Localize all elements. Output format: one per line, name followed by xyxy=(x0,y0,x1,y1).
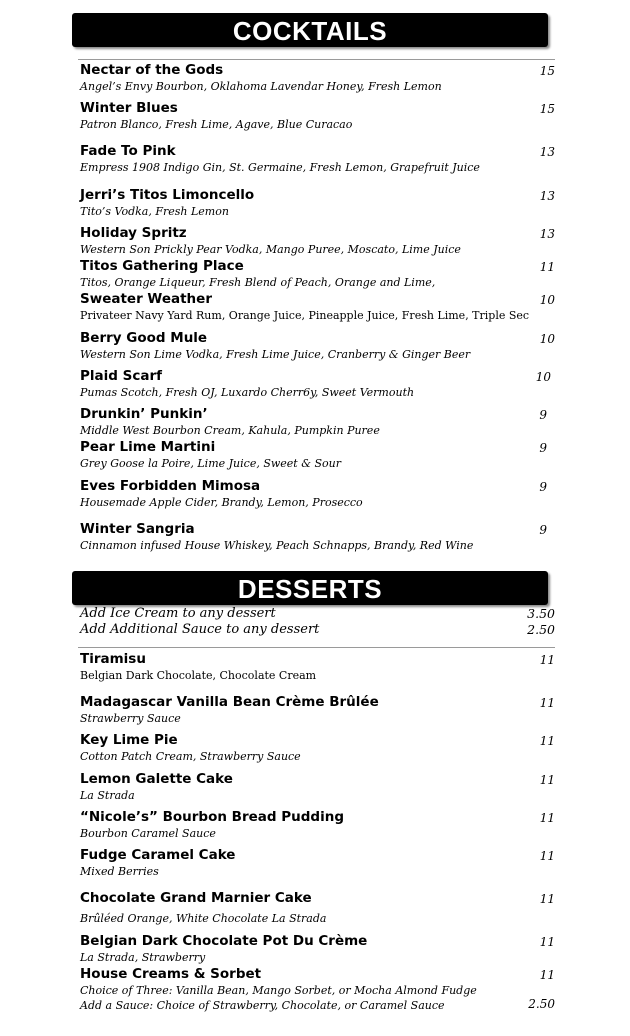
item-description: Choice of Three: Vanilla Bean, Mango Sorbet, or Mocha Almond Fudge xyxy=(80,984,477,997)
addon-price: 3.50 xyxy=(527,606,555,621)
menu-item xyxy=(80,291,555,323)
item-name: Winter Blues xyxy=(80,100,178,116)
item-price: 11 xyxy=(539,773,555,787)
item-price: 11 xyxy=(539,811,555,825)
menu-item xyxy=(80,330,555,362)
menu-item xyxy=(80,809,555,841)
item-price: 9 xyxy=(539,408,547,422)
menu-item xyxy=(80,368,555,400)
item-name: Jerri’s Titos Limoncello xyxy=(80,187,255,203)
item-price: 11 xyxy=(539,260,555,274)
addon-text: Add Ice Cream to any dessert xyxy=(80,606,276,621)
menu-item xyxy=(80,521,555,553)
addon-price: 2.50 xyxy=(527,622,555,637)
item-description: Strawberry Sauce xyxy=(80,712,181,725)
item-price: 13 xyxy=(539,227,555,241)
item-description: Bourbon Caramel Sauce xyxy=(80,827,216,840)
item-name: Key Lime Pie xyxy=(80,732,178,748)
menu-item xyxy=(80,100,555,132)
desserts-header: DESSERTS xyxy=(72,571,548,605)
addon-line xyxy=(80,606,555,622)
item-description: Patron Blanco, Fresh Lime, Agave, Blue Curacao xyxy=(80,118,353,131)
menu-item xyxy=(80,732,555,764)
item-description: Housemade Apple Cider, Brandy, Lemon, Prosecco xyxy=(80,496,363,509)
item-price: 11 xyxy=(539,734,555,748)
item-price: 10 xyxy=(539,332,555,346)
menu-item xyxy=(80,694,555,726)
item-price: 9 xyxy=(539,523,547,537)
sauce-addon-text: Add a Sauce: Choice of Strawberry, Chocolate, or Caramel Sauce xyxy=(80,999,445,1012)
item-description: Belgian Dark Chocolate, Chocolate Cream xyxy=(80,669,317,682)
item-price: 10 xyxy=(535,370,551,384)
item-description: Western Son Lime Vodka, Fresh Lime Juice, Cranberry & Ginger Beer xyxy=(80,348,471,361)
item-description: Cinnamon infused House Whiskey, Peach Schnapps, Brandy, Red Wine xyxy=(80,539,474,552)
item-description: La Strada, Strawberry xyxy=(80,951,206,964)
menu-item xyxy=(80,966,555,998)
item-price: 11 xyxy=(539,892,555,906)
menu-item xyxy=(80,933,555,965)
item-description: Western Son Prickly Pear Vodka, Mango Puree, Moscato, Lime Juice xyxy=(80,243,461,256)
item-name: Drunkin’ Punkin’ xyxy=(80,406,208,422)
item-name: Belgian Dark Chocolate Pot Du Crème xyxy=(80,933,368,949)
item-price: 9 xyxy=(539,480,547,494)
item-name: Titos Gathering Place xyxy=(80,258,244,274)
item-price: 11 xyxy=(539,696,555,710)
menu-item xyxy=(80,478,555,510)
item-name: Sweater Weather xyxy=(80,291,212,307)
menu-item xyxy=(80,890,555,926)
item-price: 11 xyxy=(539,849,555,863)
addon-line xyxy=(80,622,555,638)
item-description: Mixed Berries xyxy=(80,865,159,878)
item-name: Holiday Spritz xyxy=(80,225,187,241)
menu-item xyxy=(80,406,555,438)
item-description: Tito’s Vodka, Fresh Lemon xyxy=(80,205,229,218)
item-name: Chocolate Grand Marnier Cake xyxy=(80,890,312,906)
menu-item xyxy=(80,439,555,471)
item-description: La Strada xyxy=(80,789,135,802)
sauce-addon-price: 2.50 xyxy=(528,997,555,1011)
item-description: Angel’s Envy Bourbon, Oklahoma Lavendar Honey, Fresh Lemon xyxy=(80,80,442,93)
item-name: Tiramisu xyxy=(80,651,146,667)
item-description: Empress 1908 Indigo Gin, St. Germaine, Fresh Lemon, Grapefruit Juice xyxy=(80,161,480,174)
item-name: Eves Forbidden Mimosa xyxy=(80,478,261,494)
item-name: House Creams & Sorbet xyxy=(80,966,262,982)
sauce-addon-line xyxy=(80,998,555,1013)
item-name: Fade To Pink xyxy=(80,143,176,159)
item-description: Middle West Bourbon Cream, Kahula, Pumpkin Puree xyxy=(80,424,380,437)
menu-item xyxy=(80,187,555,219)
item-price: 15 xyxy=(539,102,555,116)
item-name: Madagascar Vanilla Bean Crème Brûlée xyxy=(80,694,379,710)
item-name: Nectar of the Gods xyxy=(80,62,224,78)
addon-text: Add Additional Sauce to any dessert xyxy=(80,622,320,637)
menu-item xyxy=(80,258,555,290)
item-price: 11 xyxy=(539,968,555,982)
menu-item xyxy=(80,771,555,803)
desserts-divider xyxy=(78,647,555,648)
item-name: “Nicole’s” Bourbon Bread Pudding xyxy=(80,809,344,825)
item-price: 9 xyxy=(539,441,547,455)
menu-item xyxy=(80,62,555,94)
item-price: 11 xyxy=(539,935,555,949)
item-description: Pumas Scotch, Fresh OJ, Luxardo Cherr6y, Sweet Vermouth xyxy=(80,386,415,399)
item-price: 15 xyxy=(539,64,555,78)
item-description: Privateer Navy Yard Rum, Orange Juice, Pineapple Juice, Fresh Lime, Triple Sec xyxy=(80,309,530,322)
item-price: 10 xyxy=(539,293,555,307)
item-name: Lemon Galette Cake xyxy=(80,771,233,787)
item-name: Fudge Caramel Cake xyxy=(80,847,236,863)
item-name: Pear Lime Martini xyxy=(80,439,216,455)
item-description: Titos, Orange Liqueur, Fresh Blend of Peach, Orange and Lime, xyxy=(80,276,436,289)
item-name: Berry Good Mule xyxy=(80,330,208,346)
menu-item xyxy=(80,143,555,175)
item-price: 11 xyxy=(539,653,555,667)
item-description: Brûléed Orange, White Chocolate La Strada xyxy=(80,912,327,925)
cocktails-divider xyxy=(78,59,555,60)
item-name: Winter Sangria xyxy=(80,521,195,537)
cocktails-header: COCKTAILS xyxy=(72,13,548,47)
item-price: 13 xyxy=(539,145,555,159)
item-name: Plaid Scarf xyxy=(80,368,162,384)
item-description: Cotton Patch Cream, Strawberry Sauce xyxy=(80,750,301,763)
item-description: Grey Goose la Poire, Lime Juice, Sweet & Sour xyxy=(80,457,341,470)
menu-item xyxy=(80,651,555,683)
item-price: 13 xyxy=(539,189,555,203)
menu-item xyxy=(80,225,555,257)
menu-item xyxy=(80,847,555,879)
